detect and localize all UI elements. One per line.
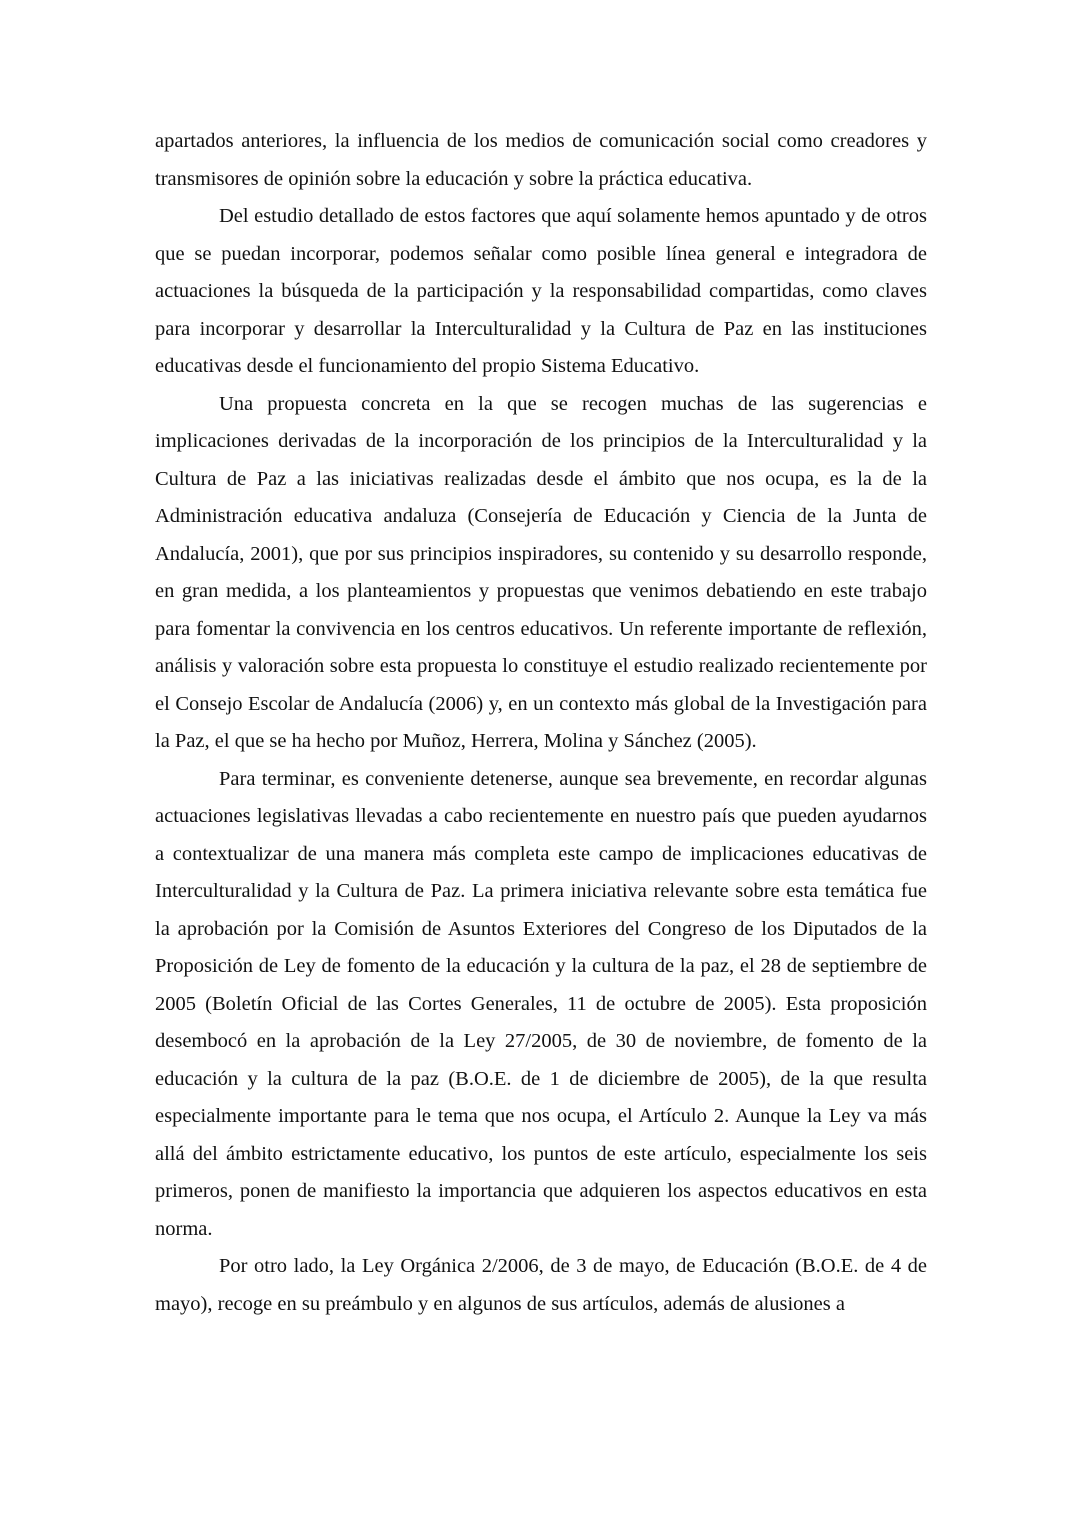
paragraph-organic-law: Por otro lado, la Ley Orgánica 2/2006, de 3 de mayo, de Educación (B.O.E. de 4 de mayo), recoge en su preámbulo y en algunos de sus artículos, además de alusiones a — [155, 1255, 927, 1315]
paragraph-legislation: Para terminar, es conveniente detenerse, aunque sea brevemente, en recordar algunas actuaciones legislativas llevadas a cabo recientemente en nuestro país que pueden ayudarnos a contextualizar de una manera más completa este campo de implicaciones educativas de Interculturalidad y la Cultura de Paz. La primera iniciativa relevante sobre esta temática fue la aprobación por la Comisión de Asuntos Exteriores del Congreso de los Diputados de la Proposición de Ley de fomento de la educación y la cultura de la paz, el 28 de septiembre de 2005 (Boletín Oficial de las Cortes Generales, 11 de octubre de 2005). Esta proposición desembocó en la aprobación de la Ley 27/2005, de 30 de noviembre, de fomento de la educación y la cultura de la paz (B.O.E. de 1 de diciembre de 2005), de la que resulta especialmente importante para le tema que nos ocupa, el Artículo 2. Aunque la Ley va más allá del ámbito estrictamente educativo, los puntos de este artículo, especialmente los seis primeros, ponen de manifiesto la importancia que adquieren los aspectos educativos en esta norma. — [155, 767, 927, 1240]
paragraph-proposal: Una propuesta concreta en la que se recogen muchas de las sugerencias e implicaciones derivadas de la incorporación de los principios de la Interculturalidad y la Cultura de Paz a las iniciativas realizadas desde el ámbito que nos ocupa, es la de la Administración educativa andaluza (Consejería de Educación y Ciencia de la Junta de Andalucía, 2001), que por sus principios inspiradores, su contenido y su desarrollo responde, en gran medida, a los planteamientos y propuestas que venimos debatiendo en este trabajo para fomentar la convivencia en los centros educativos. Un referente importante de reflexión, análisis y valoración sobre esta propuesta lo constituye el estudio realizado recientemente por el Consejo Escolar de Andalucía (2006) y, en un contexto más global de la Investigación para la Paz, el que se ha hecho por Muñoz, Herrera, Molina y Sánchez (2005). — [155, 392, 927, 752]
paragraph-factors: Del estudio detallado de estos factores que aquí solamente hemos apuntado y de otros que se puedan incorporar, podemos señalar como posible línea general e integradora de actuaciones la búsqueda de la participación y la responsabilidad compartidas, como claves para incorporar y desarrollar la Interculturalidad y la Cultura de Paz en las instituciones educativas desde el funcionamiento del propio Sistema Educativo. — [155, 205, 927, 377]
paragraph-continuation: apartados anteriores, la influencia de los medios de comunicación social como creadores y transmisores de opinión sobre la educación y sobre la práctica educativa. — [155, 130, 927, 190]
document-page — [155, 123, 927, 1323]
